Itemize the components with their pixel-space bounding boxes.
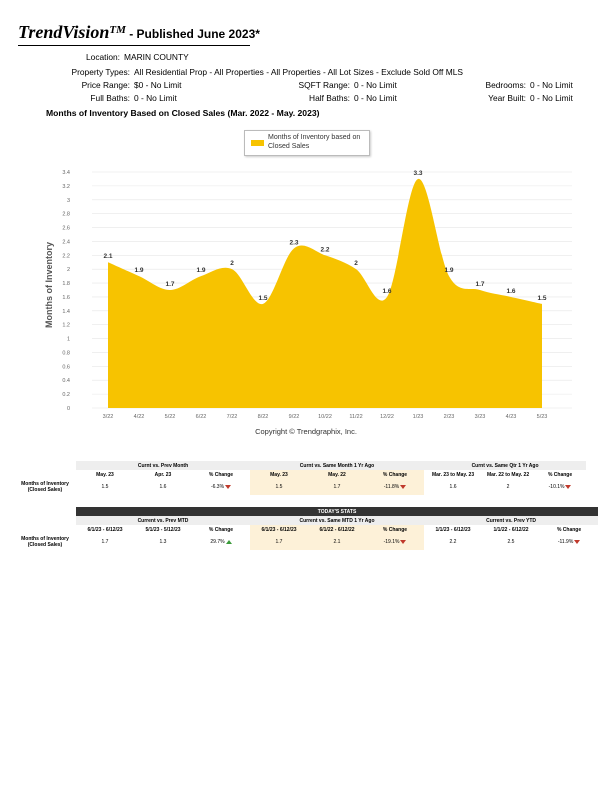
pct-change-value: -10.1%: [548, 484, 565, 490]
group-header: Current vs. Prev YTD: [424, 516, 598, 525]
bedrooms-value: 0 - No Limit: [530, 80, 573, 90]
stat-value: 2.5: [507, 539, 515, 545]
half-baths-label: Half Baths:: [309, 93, 350, 103]
sub-header: 1/1/22 - 6/12/22: [493, 526, 529, 533]
x-tick-label: 10/22: [318, 414, 332, 420]
stat-value: 1.5: [250, 479, 308, 495]
x-tick-label: 4/22: [133, 414, 145, 420]
bedrooms-label: Bedrooms:: [485, 80, 526, 90]
blank-cell: [14, 470, 76, 479]
sub-header: 6/1/23 - 6/12/23: [250, 525, 308, 534]
y-tick-label: 2.2: [62, 253, 70, 260]
y-tick-label: 3.4: [62, 170, 70, 176]
row-label: Months of Inventory (Closed Sales): [21, 536, 69, 548]
x-tick-label: 5/22: [164, 414, 176, 420]
up-arrow-icon: [226, 540, 232, 544]
stats-table-today: [14, 507, 598, 550]
inventory-chart: [0, 120, 612, 425]
pct-change-value: -11.8%: [383, 484, 400, 490]
pct-change-value: -11.9%: [557, 539, 574, 545]
data-label: 1.7: [165, 281, 175, 288]
y-tick-label: 2.6: [62, 225, 70, 232]
title-underline: [18, 45, 250, 46]
year-built-value: 0 - No Limit: [530, 93, 573, 103]
location-value: MARIN COUNTY: [124, 52, 189, 62]
property-types-value: All Residential Prop - All Properties - All Properties - All Lot Sizes - Exclude Sold Off MLS: [134, 67, 463, 77]
y-tick-label: 3.2: [62, 183, 70, 190]
data-label: 1.7: [475, 281, 485, 288]
y-tick-label: 1.4: [62, 308, 70, 315]
stats-table-monthly: [14, 461, 586, 495]
group-header: Curnt vs. Same Qtr 1 Yr Ago: [424, 461, 586, 470]
x-tick-label: 2/23: [443, 414, 455, 420]
down-arrow-icon: [400, 485, 406, 489]
stat-value: 2.1: [308, 534, 366, 550]
legend-swatch: [251, 140, 264, 146]
price-range-value: $0 - No Limit: [134, 80, 182, 90]
data-label: 3.3: [413, 169, 423, 177]
blank-cell: [14, 516, 76, 525]
down-arrow-icon: [565, 485, 571, 489]
blank-cell: [14, 461, 76, 470]
stat-value: 1.7: [308, 479, 366, 495]
price-range-label: Price Range:: [81, 80, 130, 90]
full-baths-value: 0 - No Limit: [134, 93, 177, 103]
sub-header: Mar. 23 to May. 23: [431, 471, 475, 478]
location-label: Location:: [86, 52, 120, 62]
stat-value: 1.7: [250, 534, 308, 550]
legend-label: Months of Inventory based on Closed Sales: [268, 134, 361, 150]
x-tick-label: 8/22: [257, 414, 269, 420]
chart-heading: Months of Inventory Based on Closed Sales (Mar. 2022 - May. 2023): [46, 108, 320, 118]
x-tick-label: 3/23: [474, 414, 486, 420]
y-tick-label: 0.6: [62, 364, 70, 371]
y-tick-label: 0.2: [62, 392, 70, 399]
half-baths-value: 0 - No Limit: [354, 93, 397, 103]
stat-value: 2.2: [449, 539, 457, 545]
group-header: Current vs. Prev MTD: [76, 516, 250, 525]
pct-change-cell: [192, 534, 250, 550]
sub-header: Apr. 23: [154, 471, 172, 478]
x-tick-label: 1/23: [412, 414, 424, 420]
data-label: 2.2: [320, 246, 330, 254]
full-baths-label: Full Baths:: [90, 93, 130, 103]
data-label: 2: [354, 260, 358, 268]
down-arrow-icon: [400, 540, 406, 544]
y-axis-label: Months of Inventory: [44, 242, 54, 328]
y-tick-label: 0.8: [62, 350, 70, 357]
sub-header: 1/1/23 - 6/12/23: [435, 526, 471, 533]
sqft-range-value: 0 - No Limit: [354, 80, 397, 90]
down-arrow-icon: [225, 485, 231, 489]
stat-value: 1.3: [159, 539, 167, 545]
pct-change-cell: [534, 479, 586, 495]
sub-header: % Change: [547, 471, 573, 478]
x-tick-label: 4/23: [505, 414, 517, 420]
x-tick-label: 11/22: [349, 414, 363, 420]
sqft-range-label: SQFT Range:: [298, 80, 350, 90]
x-tick-label: 5/23: [536, 414, 548, 420]
pct-change-value: 29.7%: [210, 539, 225, 545]
stat-value: 1.5: [101, 484, 109, 490]
brand-name: TrendVision: [18, 22, 110, 42]
sub-header: % Change: [366, 470, 424, 479]
todays-stats-banner: TODAY'S STATS: [76, 507, 598, 516]
pct-change-cell: [192, 479, 250, 495]
year-built-label: Year Built:: [488, 93, 526, 103]
property-types-label: Property Types:: [71, 67, 130, 77]
report-title: [18, 22, 260, 43]
stat-value: 1.6: [159, 484, 167, 490]
y-tick-label: 1.2: [62, 322, 70, 329]
sub-header: 6/1/23 - 6/12/23: [87, 526, 123, 533]
data-label: 2: [230, 260, 234, 268]
pct-change-value: -6.3%: [210, 484, 225, 490]
sub-header: 6/1/22 - 6/12/22: [308, 525, 366, 534]
sub-header: % Change: [556, 526, 582, 533]
down-arrow-icon: [574, 540, 580, 544]
x-tick-label: 7/22: [226, 414, 238, 420]
group-header: Current vs. Same MTD 1 Yr Ago: [250, 516, 424, 525]
chart-legend: [244, 130, 370, 156]
data-label: 1.9: [444, 267, 454, 275]
sub-header: May. 22: [308, 470, 366, 479]
row-label: Months of Inventory (Closed Sales): [21, 481, 69, 493]
stat-value: 1.6: [449, 484, 457, 490]
y-tick-label: 0.4: [62, 378, 70, 385]
sub-header: Mar. 22 to May. 22: [486, 471, 530, 478]
group-header: Curnt vs. Prev Month: [76, 461, 250, 470]
stat-value: 1.7: [101, 539, 109, 545]
data-label: 1.5: [258, 294, 268, 302]
y-tick-label: 1: [66, 336, 70, 343]
pct-change-cell: [540, 534, 598, 550]
data-label: 2.3: [289, 239, 299, 247]
x-tick-label: 9/22: [288, 414, 300, 420]
data-label: 1.6: [382, 287, 392, 295]
x-tick-label: 12/22: [380, 414, 394, 420]
trademark: TM: [109, 24, 126, 36]
data-label: 1.9: [196, 267, 206, 275]
blank-cell: [14, 507, 76, 516]
x-tick-labels: [103, 414, 548, 420]
sub-header: 5/1/23 - 5/12/23: [145, 526, 181, 533]
sub-header: May. 23: [250, 470, 308, 479]
sub-header: % Change: [366, 525, 424, 534]
y-tick-label: 2: [66, 267, 70, 274]
sub-header: % Change: [208, 471, 234, 478]
pct-change-value: -19.1%: [383, 539, 400, 545]
pct-change-cell: [366, 534, 424, 550]
group-header: Curnt vs. Same Month 1 Yr Ago: [250, 461, 424, 470]
y-tick-label: 2.4: [62, 239, 70, 246]
y-tick-label: 3: [66, 197, 70, 204]
data-label: 2.1: [103, 253, 113, 261]
published-date: - Published June 2023*: [125, 27, 260, 41]
data-label: 1.5: [537, 294, 547, 302]
sub-header: May. 23: [96, 471, 114, 478]
y-tick-label: 2.8: [62, 211, 70, 218]
pct-change-cell: [366, 479, 424, 495]
inventory-area: [108, 179, 542, 408]
blank-cell: [14, 525, 76, 534]
y-tick-label: 0: [66, 406, 70, 412]
copyright: Copyright © Trendgraphix, Inc.: [255, 427, 357, 436]
data-label: 1.9: [134, 267, 144, 275]
data-label: 1.6: [506, 287, 516, 295]
sub-header: % Change: [208, 526, 234, 533]
x-tick-label: 3/22: [102, 414, 114, 420]
stat-value: 2: [506, 484, 510, 490]
y-tick-label: 1.8: [62, 281, 70, 288]
x-tick-label: 6/22: [195, 414, 207, 420]
y-tick-label: 1.6: [62, 294, 70, 301]
y-tick-labels: [62, 170, 70, 412]
